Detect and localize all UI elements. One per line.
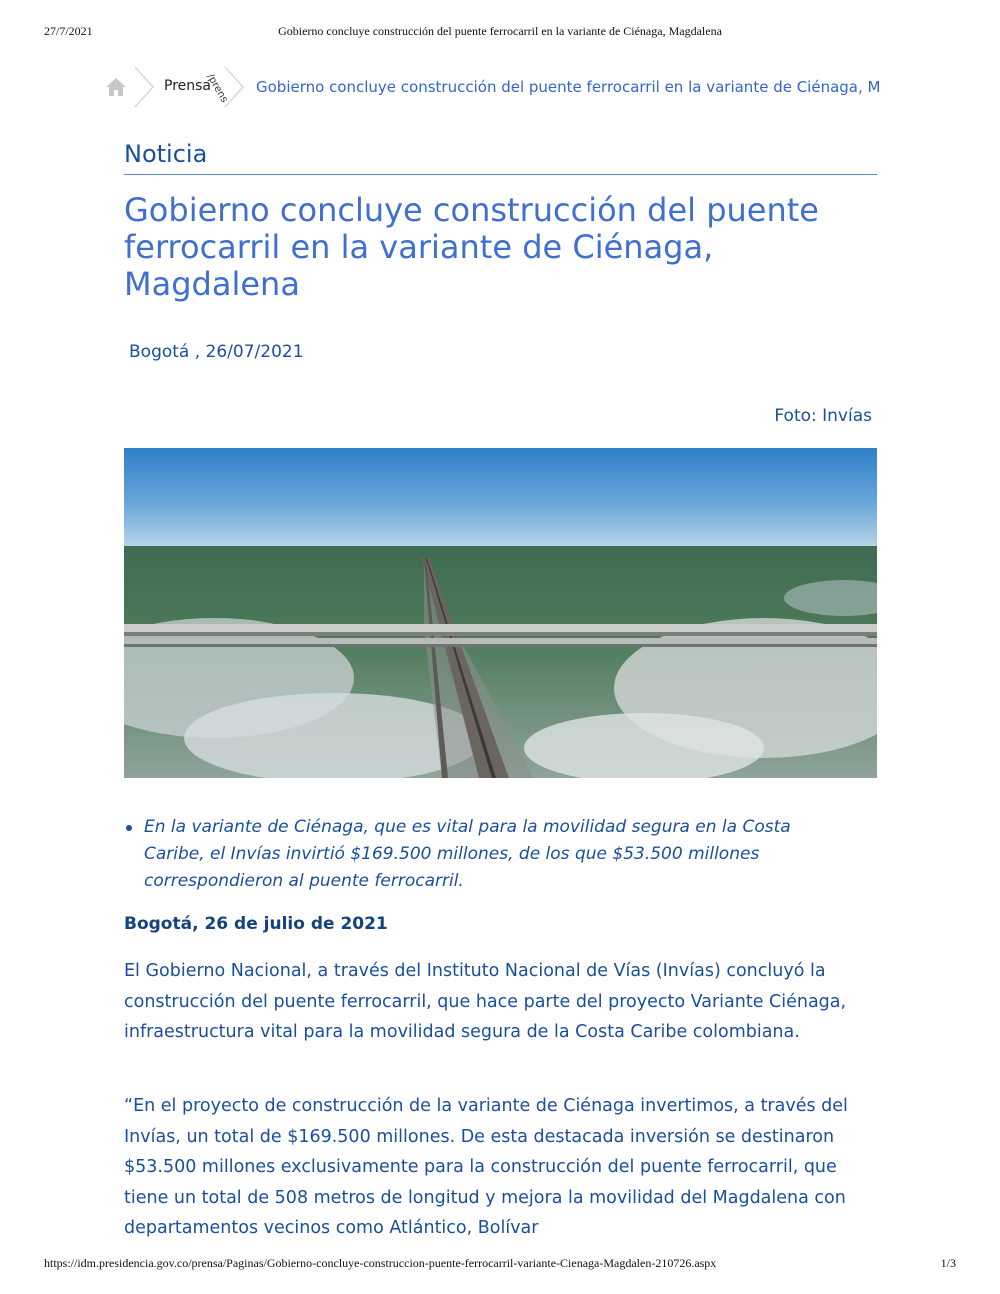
photo-credit: Foto: Invías xyxy=(774,406,872,426)
article-paragraph: “En el proyecto de construcción de la variante de Ciénaga invertimos, a través del Invías, un total de $169.500 millones. De esta destacada inversión se destinaron $53.500 millones exclusivamente para la construcción del puente ferrocarril, que tiene un total de 508 metros de longitud y mejora la movilidad del Magdalena con departamentos vecinos como Atlántico, Bolívar xyxy=(124,1096,848,1238)
print-page-number: 1/3 xyxy=(940,1256,956,1270)
print-title: Gobierno concluye construcción del puente ferrocarril en la variante de Ciénaga, Magdalena xyxy=(278,24,722,38)
print-header xyxy=(44,24,956,40)
breadcrumb-current: Gobierno concluye construcción del puente ferrocarril en la variante de Ciénaga, M xyxy=(256,78,881,96)
print-date: 27/7/2021 xyxy=(44,24,93,38)
breadcrumb xyxy=(104,66,904,110)
article-paragraph: El Gobierno Nacional, a través del Instituto Nacional de Vías (Invías) concluyó la construcción del puente ferrocarril, que hace parte del proyecto Variante Ciénaga, infraestructura vital para la movilidad segura de la Costa Caribe colombiana. xyxy=(124,961,847,1042)
summary-list xyxy=(124,814,844,895)
section-divider xyxy=(124,174,877,175)
article-headline: Gobierno concluye construcción del puente ferrocarril en la variante de Ciénaga, Magdalena xyxy=(124,191,819,303)
home-icon[interactable] xyxy=(104,76,128,98)
article-dateline: Bogotá , 26/07/2021 xyxy=(129,342,304,362)
breadcrumb-separator-icon xyxy=(222,66,246,108)
section-label: Noticia xyxy=(124,140,208,168)
breadcrumb-separator-icon xyxy=(132,66,156,108)
breadcrumb-prensa-link[interactable]: Prensa xyxy=(164,78,212,94)
article-photo xyxy=(124,448,877,778)
summary-item: En la variante de Ciénaga, que es vital para la movilidad segura en la Costa Caribe, el Invías invirtió $169.500 millones, de los que $53.500 millones correspondieron al puente ferrocarril. xyxy=(124,814,844,895)
article-place-date: Bogotá, 26 de julio de 2021 xyxy=(124,914,388,934)
print-footer xyxy=(44,1256,956,1272)
breadcrumb-slug: /prens xyxy=(204,72,230,105)
print-url: https://idm.presidencia.gov.co/prensa/Paginas/Gobierno-concluye-construccion-puente-ferrocarril-variante-Cienaga-Magdalen-210726.aspx xyxy=(44,1256,717,1270)
